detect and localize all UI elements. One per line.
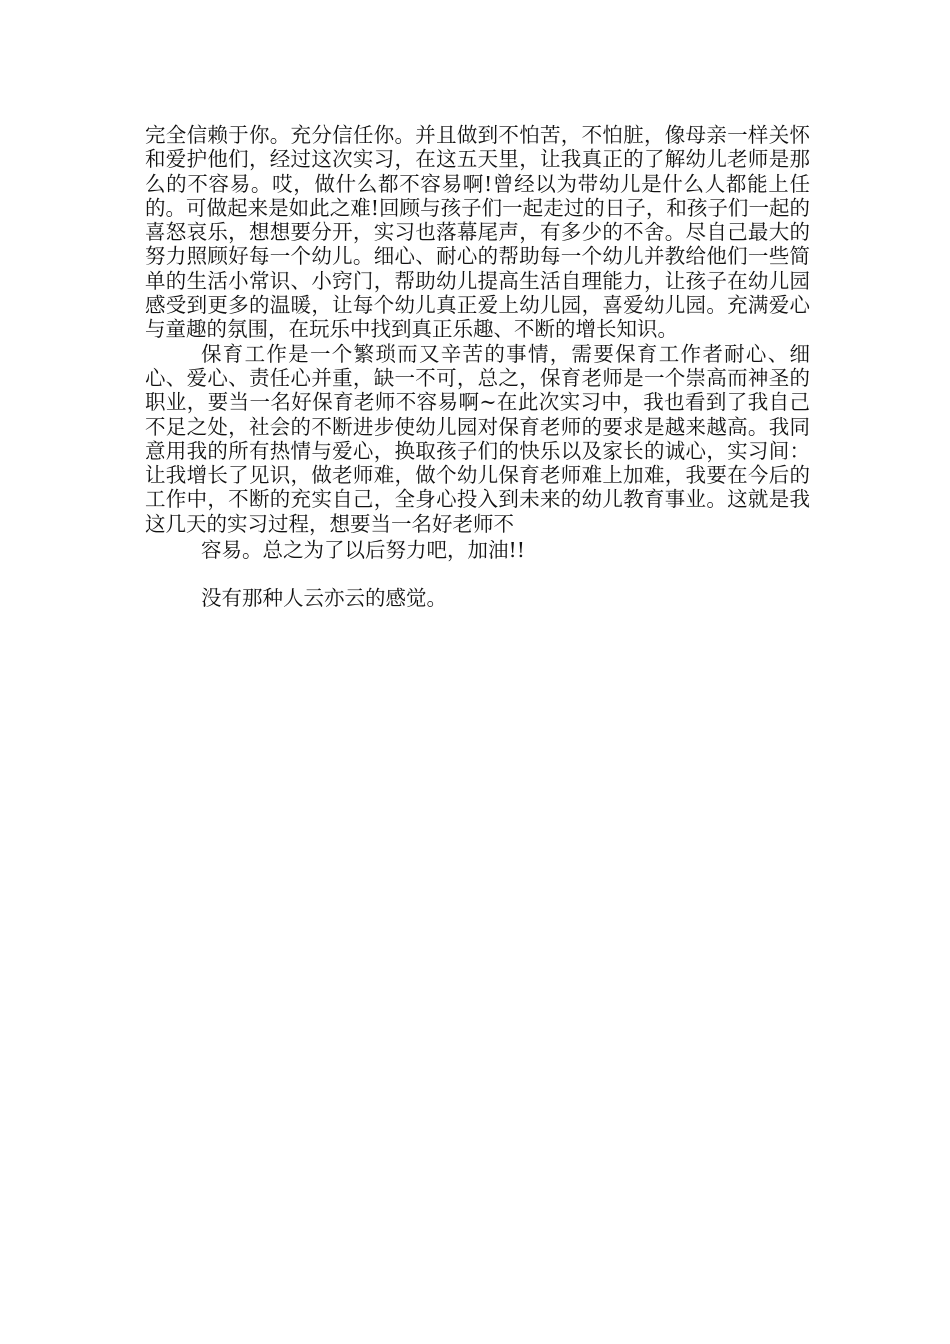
paragraph-4: 没有那种人云亦云的感觉。 xyxy=(201,586,447,611)
paragraph-1: 完全信赖于你。充分信任你。并且做到不怕苦，不怕脏，像母亲一样关怀和爱护他们，经过这次实习，在这五天里，让我真正的了解幼儿老师是那么的不容易。哎，做什么都不容易啊!曾经以为带幼儿是什么人都能上任的。可做起来是如此之难!回顾与孩子们一起走过的日子，和孩子们一起的喜怒哀乐，想想要分开，实习也落幕尾声，有多少的不舍。尽自己最大的努力照顾好每一个幼儿。细心、耐心的帮助每一个幼儿并教给他们一些简单的生活小常识、小窍门，帮助幼儿提高生活自理能力，让孩子在幼儿园感受到更多的温暖，让每个幼儿真正爱上幼儿园，喜爱幼儿园。充满爱心与童趣的氛围，在玩乐中找到真正乐趣、不断的增长知识。 xyxy=(145,123,810,342)
paragraph-3: 容易。总之为了以后努力吧，加油!! xyxy=(201,538,525,563)
body-text xyxy=(145,123,810,611)
paragraph-2: 保育工作是一个繁琐而又辛苦的事情，需要保育工作者耐心、细心、爱心、责任心并重，缺一不可，总之，保育老师是一个崇高而神圣的职业，要当一名好保育老师不容易啊~在此次实习中，我也看到了我自己不足之处，社会的不断进步使幼儿园对保育老师的要求是越来越高。我同意用我的所有热情与爱心，换取孩子们的快乐以及家长的诚心，实习间：让我增长了见识，做老师难，做个幼儿保育老师难上加难，我要在今后的工作中，不断的充实自己，全身心投入到未来的幼儿教育事业。这就是我这几天的实习过程，想要当一名好老师不 xyxy=(145,341,810,536)
